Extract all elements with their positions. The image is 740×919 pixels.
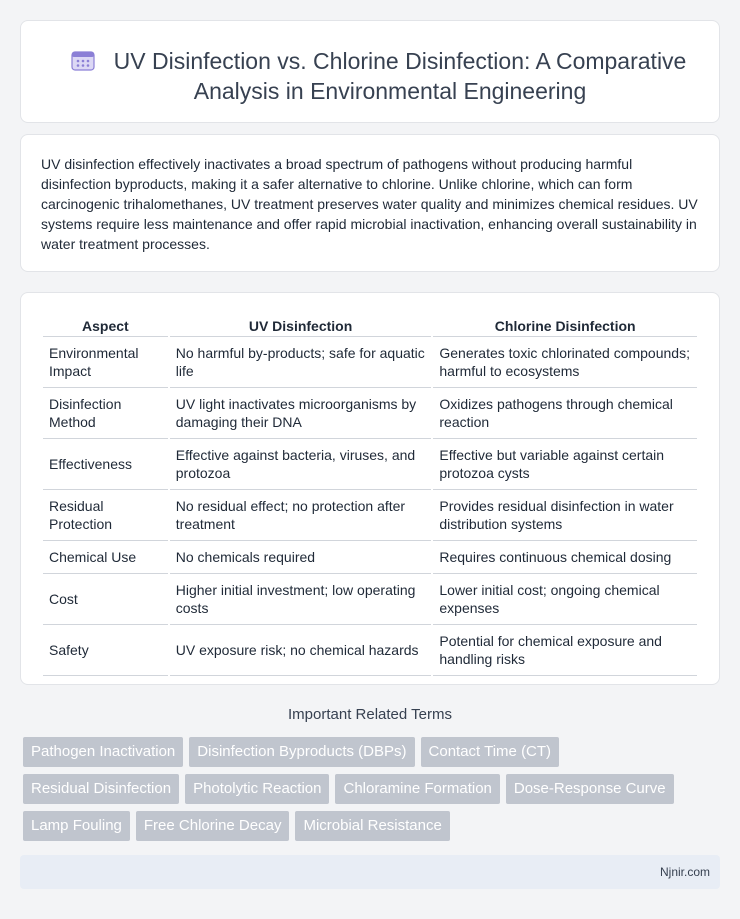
cell-aspect: Safety	[43, 625, 168, 676]
header-aspect: Aspect	[43, 315, 168, 337]
cell-uv: UV light inactivates microorganisms by damaging their DNA	[170, 388, 432, 439]
tag-free-chlorine-decay[interactable]: Free Chlorine Decay	[136, 811, 290, 841]
tag-disinfection-byproducts[interactable]: Disinfection Byproducts (DBPs)	[189, 737, 414, 767]
cell-chlorine: Potential for chemical exposure and handling risks	[433, 625, 697, 676]
cell-aspect: Disinfection Method	[43, 388, 168, 439]
related-terms-list	[23, 737, 723, 848]
tag-residual-disinfection[interactable]: Residual Disinfection	[23, 774, 179, 804]
title-card	[20, 20, 720, 123]
related-terms-heading: Important Related Terms	[288, 706, 452, 723]
cell-uv: No residual effect; no protection after treatment	[170, 490, 432, 541]
cell-aspect: Chemical Use	[43, 541, 168, 574]
cell-uv: Higher initial investment; low operating costs	[170, 574, 432, 625]
tag-microbial-resistance[interactable]: Microbial Resistance	[295, 811, 449, 841]
tag-chloramine-formation[interactable]: Chloramine Formation	[335, 774, 499, 804]
summary-paragraph: UV disinfection effectively inactivates a broad spectrum of pathogens without producing harmful disinfection byproducts, making it a safer alternative to chlorine. Unlike chlorine, which can form carcinogenic trihalomethanes, UV treatment preserves water quality and minimizes chemical residues. UV systems require less maintenance and offer rapid microbial inactivation, enhancing overall sustainability in water treatment processes.	[41, 156, 698, 252]
cell-chlorine: Generates toxic chlorinated compounds; harmful to ecosystems	[433, 337, 697, 388]
footer	[20, 855, 720, 889]
cell-chlorine: Oxidizes pathogens through chemical reaction	[433, 388, 697, 439]
table-row	[43, 625, 697, 676]
table-header-row	[43, 315, 697, 337]
tag-row	[23, 774, 723, 804]
cell-uv: UV exposure risk; no chemical hazards	[170, 625, 432, 676]
table-row	[43, 490, 697, 541]
page-title: UV Disinfection vs. Chlorine Disinfection: A Comparative Analysis in Environmental Engineering	[113, 48, 687, 104]
cell-uv: Effective against bacteria, viruses, and protozoa	[170, 439, 432, 490]
summary-card	[20, 134, 720, 272]
cell-aspect: Effectiveness	[43, 439, 168, 490]
cell-uv: No harmful by-products; safe for aquatic life	[170, 337, 432, 388]
tag-contact-time[interactable]: Contact Time (CT)	[421, 737, 560, 767]
tag-photolytic-reaction[interactable]: Photolytic Reaction	[185, 774, 329, 804]
cell-aspect: Cost	[43, 574, 168, 625]
tag-lamp-fouling[interactable]: Lamp Fouling	[23, 811, 130, 841]
header-chlorine: Chlorine Disinfection	[433, 315, 697, 337]
tag-row	[23, 737, 723, 767]
table-row	[43, 541, 697, 574]
tag-dose-response-curve[interactable]: Dose-Response Curve	[506, 774, 674, 804]
tag-row	[23, 811, 723, 841]
table-row	[43, 388, 697, 439]
cell-chlorine: Provides residual disinfection in water distribution systems	[433, 490, 697, 541]
comparison-table	[41, 315, 699, 676]
footer-site-link[interactable]: Njnir.com	[659, 865, 710, 879]
cell-uv: No chemicals required	[170, 541, 432, 574]
cell-chlorine: Requires continuous chemical dosing	[433, 541, 697, 574]
table-row	[43, 574, 697, 625]
table-row	[43, 337, 697, 388]
comparison-table-card	[20, 292, 720, 685]
cell-aspect: Environmental Impact	[43, 337, 168, 388]
cell-aspect: Residual Protection	[43, 490, 168, 541]
header-uv: UV Disinfection	[170, 315, 432, 337]
cell-chlorine: Lower initial cost; ongoing chemical expenses	[433, 574, 697, 625]
tag-pathogen-inactivation[interactable]: Pathogen Inactivation	[23, 737, 183, 767]
cell-chlorine: Effective but variable against certain protozoa cysts	[433, 439, 697, 490]
table-row	[43, 439, 697, 490]
